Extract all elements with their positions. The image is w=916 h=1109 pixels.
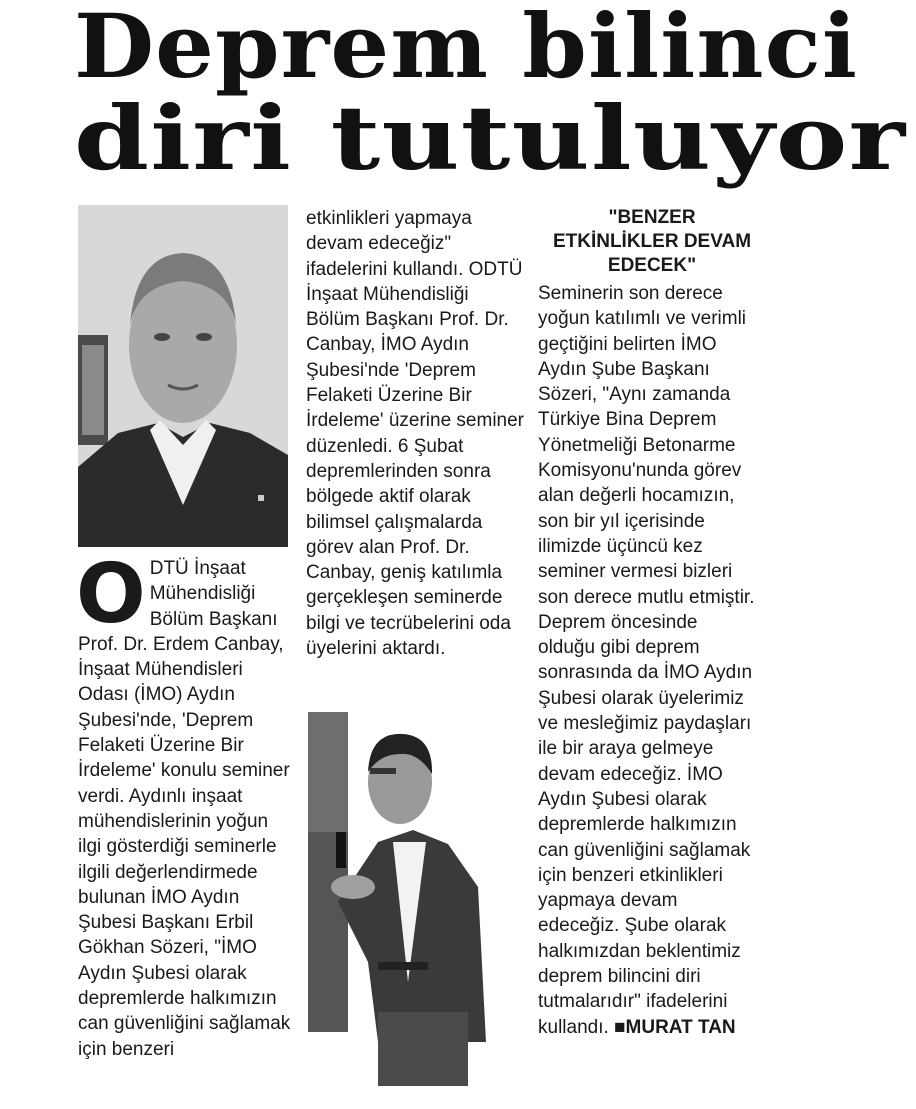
drop-cap: O (76, 547, 146, 642)
portrait-photo (78, 205, 288, 547)
section-subhead: "BENZER ETKİNLİKLER DEVAM EDECEK" (552, 207, 752, 276)
article-text-col3-body: Seminerin son derece yoğun katılımlı ve verimli geçtiğini belirten İMO Aydın Şube Başkanı Sözeri, "Aynı zamanda Türkiye Bina Deprem Yönetmeliği Betonarme Komisyonu'nunda görev alan değerli hocamızın, son bir yıl içerisinde ilimizde üçüncü kez seminer vermesi bizleri son derece mutlu etmiştir. Deprem öncesinde olduğu gibi deprem sonrasında da İMO Aydın Şubesi olarak üyelerimiz ve mesleğimiz paydaşları ile bir araya gelmeye devam edeceğiz. İMO Aydın Şubesi olarak depremlerde halkımızın can güvenliğini sağlamak için benzeri etkinlikleri yapmaya devam edeceğiz. Şube olarak halkımızdan beklentimiz deprem bilincini diri tutmalarıdır" ifadelerini kullandı. (538, 283, 755, 1038)
headline-line-1: Deprem bilinci (74, 0, 859, 98)
article-column-1 (76, 547, 292, 1062)
headline (74, 0, 907, 190)
article-text-col1: DTÜ İnşaat Mühendisliği Bölüm Başkanı Prof. Dr. Erdem Canbay, İnşaat Mühendisleri Odası (İMO) Aydın Şubesi'nde, 'Deprem Felaketi Üzerine Bir İrdeleme' konulu seminer verdi. Aydınlı inşaat mühendislerinin yoğun ilgi gösterdiği seminerle ilgili değerlendirmede bulunan İMO Aydın Şubesi Başkanı Erbil Gökhan Sözeri, "İMO Aydın Şubesi olarak depremlerde halkımızın can güvenliğini sağlamak için benzeri (78, 558, 291, 1060)
headline-line-2: diri tutuluyor (74, 86, 907, 190)
byline: ■MURAT TAN (614, 1016, 736, 1038)
article-text-col3 (538, 281, 756, 1040)
speaker-photo (308, 712, 518, 1086)
article-column-2 (306, 206, 524, 661)
article-text-col2: etkinlikleri yapmaya devam edeceğiz" ifadelerini kullandı. ODTÜ İnşaat Mühendisliği Bölüm Başkanı Prof. Dr. Canbay, İMO Aydın Şubesi'nde 'Deprem Felaketi Üzerine Bir İrdeleme' üzerine seminer düzenledi. 6 Şubat depremlerinden sonra bölgede aktif olarak bilimsel çalışmalarda görev alan Prof. Dr. Canbay, geniş katılımla gerçekleşen seminerde bilgi ve tecrübelerini oda üyelerini aktardı. (306, 208, 524, 660)
article-column-3 (538, 206, 756, 1040)
